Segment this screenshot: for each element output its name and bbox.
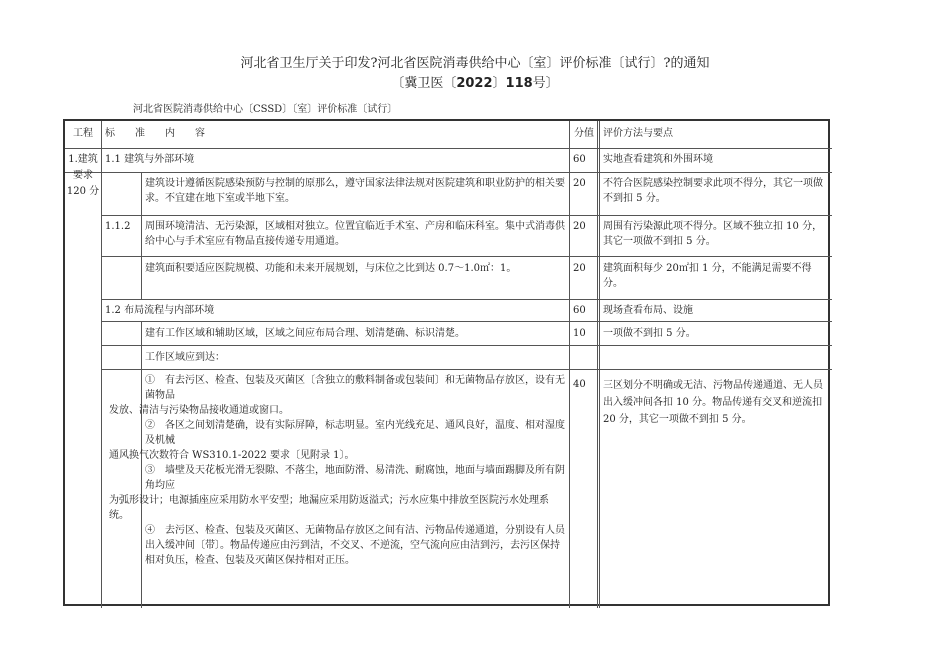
row-method: 不符合医院感染控制要求此项不得分，其它一项做不到扣 5 分。 xyxy=(603,178,823,204)
row-method: 现场查看布局、设施 xyxy=(603,305,693,316)
row-method: 一项做不到扣 5 分。 xyxy=(603,328,696,339)
row-sub-number: 1.1.2 xyxy=(105,221,131,232)
header-method: 评价方法与要点 xyxy=(603,128,673,139)
table-row: 建筑面积要适应医院规模、功能和未来开展规划，与床位之比到达 0.7～1.0㎡：1。 xyxy=(145,263,517,274)
header-score: 分值 xyxy=(574,128,594,139)
category-cell: 1.建筑 要求 120 分 xyxy=(66,154,100,197)
header-standard: 标 准 内 容 xyxy=(105,128,205,139)
row-score: 40 xyxy=(573,379,586,390)
row-score: 10 xyxy=(573,328,586,339)
table-row: 1.2 布局流程与内部环境 xyxy=(105,305,215,316)
table-row: 建有工作区域和辅助区域，区域之间应布局合理、划清楚确、标识清楚。 xyxy=(145,328,465,339)
row-method: 周围有污染源此项不得分。区域不独立扣 10 分，其它一项做不到扣 5 分。 xyxy=(603,221,823,247)
row-score: 20 xyxy=(573,221,586,232)
table-row: 周围环境清洁、无污染源，区域相对独立。位置宜临近手术室、产房和临床科室。集中式消毒供给中心与手术室应有物品直接传递专用通道。 xyxy=(145,221,565,247)
document-subtitle: 河北省医院消毒供给中心〔CSSD〕〔室〕评价标准〔试行〕 xyxy=(133,104,398,115)
row-method: 三区划分不明确或无洁、污物品传递通道、无人员出入缓冲间各扣 10 分。物品传递有交叉和逆流扣 20 分，其它一项做不到扣 5 分。 xyxy=(603,380,823,425)
row-score: 60 xyxy=(573,154,586,165)
row-method: 建筑面积每少 20㎡扣 1 分，不能满足需要不得分。 xyxy=(603,263,812,289)
table-row: ① 有去污区、检查、包装及灭菌区〔含独立的敷料制备或包装间〕和无菌物品存放区，设有无菌物品 发放、清洁与污染物品接收通道或窗口。 ② 各区之间划清楚确，设有实际屏障，标志明显。室内光线充足、通风良好，温度、相对湿度及机械 通风换气次数符合 WS310.1-2022 要求〔见附录 1〕。 ③ 墙壁及天花板光滑无裂隙、不落尘，地面防滑、易清洗、耐腐蚀，地面与墙面踢脚及所有阴角均应 为弧形设计；电源插座应采用防水平安型；地漏应采用防返溢式；污水应集中排放至医院污水处理系统。 ④ 去污区、检查、包装及灭菌区、无菌物品存放区之间有洁、污物品传递通道，分别设有人员出入缓冲间〔带〕。物品传递应由污到洁，不交叉、不逆流，空气流向应由洁到污，去污区保持相对负压，检查、包装及灭菌区保持相对正压。 xyxy=(109,375,565,566)
header-project: 工程 xyxy=(73,128,93,139)
document-title: 河北省卫生厅关于印发?河北省医院消毒供给中心〔室〕评价标准〔试行〕?的通知 xyxy=(240,56,710,71)
row-score: 20 xyxy=(573,178,586,189)
row-score: 20 xyxy=(573,263,586,274)
table-row: 建筑设计遵循医院感染预防与控制的原那么，遵守国家法律法规对医院建筑和职业防护的相关要求。不宜建在地下室或半地下室。 xyxy=(145,178,565,204)
evaluation-table xyxy=(63,119,830,606)
document-number: 〔冀卫医〔2022〕118号〕 xyxy=(391,76,559,91)
table-row: 1.1 建筑与外部环境 xyxy=(105,154,195,165)
row-score: 60 xyxy=(573,305,586,316)
row-method: 实地查看建筑和外围环境 xyxy=(603,154,713,165)
table-row: 工作区域应到达： xyxy=(145,352,225,363)
